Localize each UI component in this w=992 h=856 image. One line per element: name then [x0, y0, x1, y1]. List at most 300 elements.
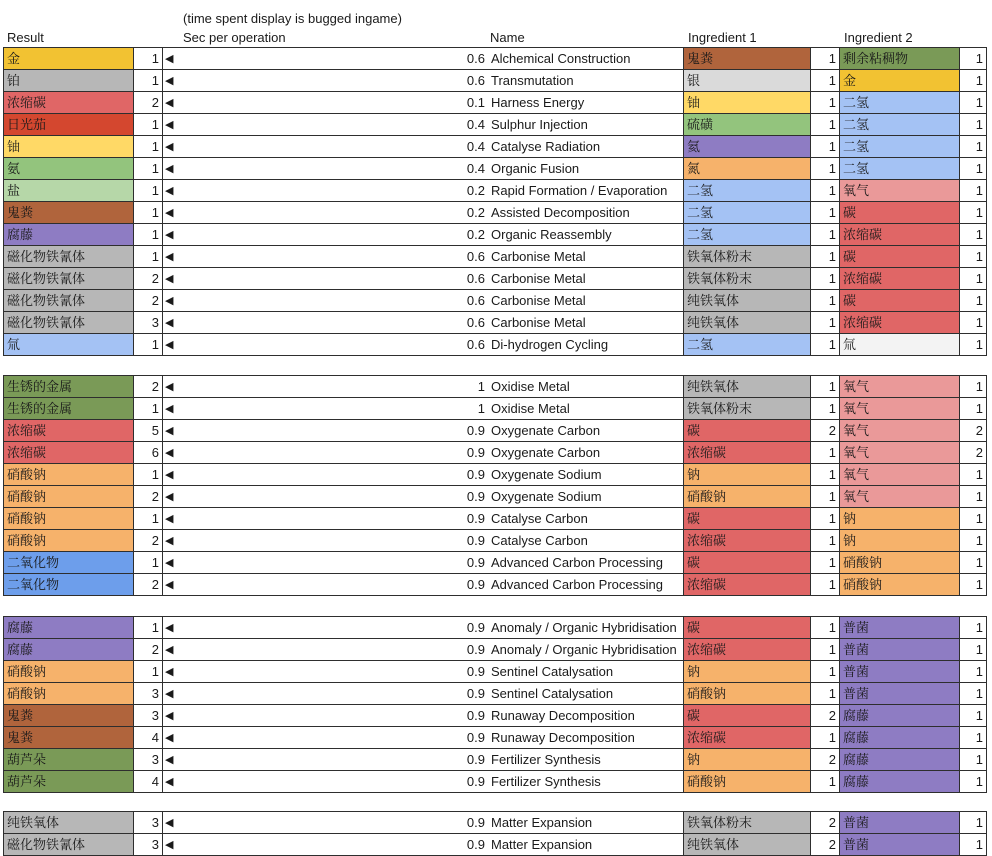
ingredient-1-quantity: 1 [811, 530, 840, 552]
ingredient-1-quantity: 1 [811, 70, 840, 92]
result-cell: 硝酸钠 [3, 508, 134, 530]
ingredient-2-cell: 腐藤 [840, 771, 960, 793]
arrow-icon: ◀ [163, 47, 181, 70]
table-row [3, 442, 987, 464]
seconds-per-operation: 0.9 [181, 811, 488, 834]
result-cell: 腐藤 [3, 224, 134, 246]
seconds-per-operation: 0.2 [181, 180, 488, 202]
result-quantity: 2 [134, 486, 163, 508]
result-cell: 氨 [3, 158, 134, 180]
ingredient-2-quantity: 1 [960, 834, 987, 856]
ingredient-1-quantity: 1 [811, 290, 840, 312]
table-row [3, 683, 987, 705]
ingredient-2-cell: 硝酸钠 [840, 552, 960, 574]
table-row [3, 312, 987, 334]
ingredient-1-cell: 二氢 [684, 180, 811, 202]
table-row [3, 749, 987, 771]
column-header-name: Name [490, 30, 525, 45]
result-quantity: 1 [134, 136, 163, 158]
result-quantity: 4 [134, 771, 163, 793]
ingredient-2-cell: 氧气 [840, 375, 960, 398]
table-row [3, 70, 987, 92]
ingredient-1-cell: 浓缩碳 [684, 442, 811, 464]
result-cell: 葫芦朵 [3, 771, 134, 793]
arrow-icon: ◀ [163, 290, 181, 312]
ingredient-2-quantity: 1 [960, 683, 987, 705]
result-cell: 生锈的金属 [3, 398, 134, 420]
result-quantity: 3 [134, 749, 163, 771]
seconds-per-operation: 0.9 [181, 530, 488, 552]
ingredient-2-cell: 腐藤 [840, 749, 960, 771]
recipe-name: Oxygenate Sodium [488, 486, 684, 508]
result-quantity: 1 [134, 224, 163, 246]
ingredient-2-cell: 碳 [840, 290, 960, 312]
ingredient-2-cell: 氧气 [840, 442, 960, 464]
ingredient-1-quantity: 1 [811, 158, 840, 180]
ingredient-1-quantity: 2 [811, 834, 840, 856]
table-row [3, 727, 987, 749]
result-quantity: 1 [134, 661, 163, 683]
ingredient-1-cell: 钠 [684, 464, 811, 486]
ingredient-1-quantity: 1 [811, 398, 840, 420]
seconds-per-operation: 0.6 [181, 70, 488, 92]
table-row [3, 334, 987, 356]
result-cell: 生锈的金属 [3, 375, 134, 398]
result-cell: 硝酸钠 [3, 683, 134, 705]
seconds-per-operation: 0.9 [181, 508, 488, 530]
arrow-icon: ◀ [163, 70, 181, 92]
result-cell: 硝酸钠 [3, 530, 134, 552]
seconds-per-operation: 0.9 [181, 834, 488, 856]
ingredient-1-cell: 碳 [684, 616, 811, 639]
seconds-per-operation: 0.9 [181, 552, 488, 574]
seconds-per-operation: 0.4 [181, 158, 488, 180]
ingredient-2-quantity: 1 [960, 705, 987, 727]
ingredient-2-cell: 二氢 [840, 136, 960, 158]
result-quantity: 3 [134, 811, 163, 834]
ingredient-2-cell: 氧气 [840, 486, 960, 508]
ingredient-2-quantity: 1 [960, 114, 987, 136]
table-row [3, 771, 987, 793]
recipe-name: Oxygenate Sodium [488, 464, 684, 486]
ingredient-2-cell: 氚 [840, 334, 960, 356]
result-cell: 日光茄 [3, 114, 134, 136]
seconds-per-operation: 0.9 [181, 486, 488, 508]
recipe-name: Carbonise Metal [488, 312, 684, 334]
result-quantity: 3 [134, 834, 163, 856]
seconds-per-operation: 0.9 [181, 464, 488, 486]
ingredient-2-quantity: 1 [960, 375, 987, 398]
recipe-name: Fertilizer Synthesis [488, 749, 684, 771]
ingredient-1-quantity: 2 [811, 420, 840, 442]
ingredient-1-quantity: 2 [811, 749, 840, 771]
ingredient-1-cell: 钠 [684, 661, 811, 683]
ingredient-1-quantity: 1 [811, 486, 840, 508]
table-row [3, 486, 987, 508]
result-quantity: 2 [134, 92, 163, 114]
result-quantity: 1 [134, 114, 163, 136]
seconds-per-operation: 0.1 [181, 92, 488, 114]
recipe-name: Catalyse Radiation [488, 136, 684, 158]
ingredient-1-quantity: 1 [811, 312, 840, 334]
result-cell: 鬼粪 [3, 705, 134, 727]
ingredient-1-cell: 碳 [684, 508, 811, 530]
ingredient-2-quantity: 1 [960, 552, 987, 574]
recipe-name: Carbonise Metal [488, 268, 684, 290]
arrow-icon: ◀ [163, 616, 181, 639]
ingredient-2-quantity: 1 [960, 464, 987, 486]
ingredient-1-quantity: 1 [811, 639, 840, 661]
arrow-icon: ◀ [163, 92, 181, 114]
result-quantity: 3 [134, 312, 163, 334]
result-cell: 硝酸钠 [3, 464, 134, 486]
column-header-sec-per-operation: Sec per operation [183, 30, 286, 45]
result-cell: 二氧化物 [3, 552, 134, 574]
ingredient-2-quantity: 1 [960, 47, 987, 70]
recipe-name: Transmutation [488, 70, 684, 92]
recipe-name: Catalyse Carbon [488, 508, 684, 530]
arrow-icon: ◀ [163, 224, 181, 246]
recipe-name: Matter Expansion [488, 834, 684, 856]
ingredient-1-cell: 硝酸钠 [684, 771, 811, 793]
ingredient-2-quantity: 1 [960, 749, 987, 771]
table-row [3, 639, 987, 661]
arrow-icon: ◀ [163, 398, 181, 420]
arrow-icon: ◀ [163, 312, 181, 334]
table-row [3, 705, 987, 727]
recipe-name: Organic Fusion [488, 158, 684, 180]
seconds-per-operation: 0.9 [181, 616, 488, 639]
result-quantity: 3 [134, 705, 163, 727]
result-quantity: 2 [134, 375, 163, 398]
column-header-result: Result [7, 30, 44, 45]
ingredient-2-quantity: 1 [960, 246, 987, 268]
result-quantity: 2 [134, 530, 163, 552]
result-cell: 腐藤 [3, 616, 134, 639]
result-cell: 浓缩碳 [3, 442, 134, 464]
ingredient-2-cell: 二氢 [840, 92, 960, 114]
arrow-icon: ◀ [163, 442, 181, 464]
ingredient-1-cell: 二氢 [684, 224, 811, 246]
seconds-per-operation: 0.6 [181, 312, 488, 334]
ingredient-2-cell: 普菌 [840, 639, 960, 661]
ingredient-2-quantity: 1 [960, 508, 987, 530]
ingredient-1-cell: 浓缩碳 [684, 530, 811, 552]
recipe-name: Runaway Decomposition [488, 727, 684, 749]
recipe-name: Anomaly / Organic Hybridisation [488, 639, 684, 661]
ingredient-1-quantity: 1 [811, 464, 840, 486]
result-quantity: 2 [134, 574, 163, 596]
ingredient-1-cell: 铀 [684, 92, 811, 114]
seconds-per-operation: 0.9 [181, 749, 488, 771]
arrow-icon: ◀ [163, 246, 181, 268]
table-row [3, 398, 987, 420]
ingredient-2-cell: 钠 [840, 530, 960, 552]
result-quantity: 1 [134, 158, 163, 180]
recipe-name: Sulphur Injection [488, 114, 684, 136]
result-cell: 硝酸钠 [3, 486, 134, 508]
result-cell: 磁化物铁氰体 [3, 834, 134, 856]
ingredient-2-cell: 剩余粘稠物 [840, 47, 960, 70]
ingredient-1-cell: 铁氧体粉末 [684, 398, 811, 420]
table-row [3, 92, 987, 114]
table-row [3, 246, 987, 268]
table-row [3, 420, 987, 442]
ingredient-1-quantity: 1 [811, 508, 840, 530]
ingredient-1-cell: 浓缩碳 [684, 574, 811, 596]
result-cell: 葫芦朵 [3, 749, 134, 771]
ingredient-1-quantity: 1 [811, 47, 840, 70]
ingredient-2-cell: 普菌 [840, 834, 960, 856]
table-row [3, 508, 987, 530]
ingredient-2-cell: 金 [840, 70, 960, 92]
recipe-name: Di-hydrogen Cycling [488, 334, 684, 356]
ingredient-1-cell: 纯铁氧体 [684, 290, 811, 312]
ingredient-2-cell: 碳 [840, 202, 960, 224]
ingredient-2-cell: 浓缩碳 [840, 224, 960, 246]
ingredient-1-quantity: 1 [811, 771, 840, 793]
ingredient-2-cell: 氧气 [840, 180, 960, 202]
ingredient-1-quantity: 1 [811, 92, 840, 114]
arrow-icon: ◀ [163, 683, 181, 705]
ingredient-2-quantity: 1 [960, 616, 987, 639]
result-quantity: 1 [134, 552, 163, 574]
result-quantity: 1 [134, 47, 163, 70]
ingredient-2-cell: 氧气 [840, 420, 960, 442]
result-cell: 氚 [3, 334, 134, 356]
table-row [3, 617, 987, 639]
recipe-name: Anomaly / Organic Hybridisation [488, 616, 684, 639]
ingredient-1-quantity: 1 [811, 334, 840, 356]
ingredient-1-cell: 铁氧体粉末 [684, 246, 811, 268]
seconds-per-operation: 0.9 [181, 683, 488, 705]
table-row [3, 661, 987, 683]
ingredient-2-cell: 浓缩碳 [840, 312, 960, 334]
recipe-name: Carbonise Metal [488, 290, 684, 312]
ingredient-1-quantity: 1 [811, 224, 840, 246]
table-row [3, 574, 987, 596]
ingredient-1-quantity: 1 [811, 268, 840, 290]
result-quantity: 4 [134, 727, 163, 749]
table-row [3, 158, 987, 180]
result-cell: 浓缩碳 [3, 420, 134, 442]
table-row [3, 530, 987, 552]
seconds-per-operation: 0.9 [181, 727, 488, 749]
arrow-icon: ◀ [163, 268, 181, 290]
result-quantity: 1 [134, 202, 163, 224]
column-header-ingredient-2: Ingredient 2 [844, 30, 913, 45]
table-row [3, 290, 987, 312]
seconds-per-operation: 0.6 [181, 290, 488, 312]
ingredient-2-quantity: 2 [960, 420, 987, 442]
result-quantity: 1 [134, 508, 163, 530]
seconds-per-operation: 0.9 [181, 420, 488, 442]
arrow-icon: ◀ [163, 727, 181, 749]
seconds-per-operation: 0.4 [181, 114, 488, 136]
seconds-per-operation: 0.9 [181, 639, 488, 661]
ingredient-2-quantity: 1 [960, 574, 987, 596]
ingredient-1-cell: 碳 [684, 705, 811, 727]
ingredient-1-quantity: 1 [811, 616, 840, 639]
result-cell: 硝酸钠 [3, 661, 134, 683]
arrow-icon: ◀ [163, 464, 181, 486]
result-quantity: 1 [134, 398, 163, 420]
ingredient-2-quantity: 1 [960, 268, 987, 290]
result-quantity: 2 [134, 639, 163, 661]
result-cell: 腐藤 [3, 639, 134, 661]
result-quantity: 3 [134, 683, 163, 705]
recipe-name: Oxygenate Carbon [488, 442, 684, 464]
ingredient-2-cell: 普菌 [840, 616, 960, 639]
ingredient-2-quantity: 1 [960, 639, 987, 661]
table-row [3, 552, 987, 574]
arrow-icon: ◀ [163, 420, 181, 442]
result-quantity: 2 [134, 268, 163, 290]
ingredient-2-cell: 氧气 [840, 398, 960, 420]
seconds-per-operation: 0.9 [181, 574, 488, 596]
result-quantity: 1 [134, 464, 163, 486]
seconds-per-operation: 0.9 [181, 705, 488, 727]
result-cell: 浓缩碳 [3, 92, 134, 114]
seconds-per-operation: 1 [181, 375, 488, 398]
ingredient-1-cell: 纯铁氧体 [684, 834, 811, 856]
ingredient-2-quantity: 1 [960, 530, 987, 552]
ingredient-1-cell: 钠 [684, 749, 811, 771]
ingredient-1-cell: 纯铁氧体 [684, 312, 811, 334]
table-row [3, 376, 987, 398]
seconds-per-operation: 0.2 [181, 224, 488, 246]
arrow-icon: ◀ [163, 811, 181, 834]
ingredient-1-quantity: 1 [811, 180, 840, 202]
ingredient-2-cell: 腐藤 [840, 705, 960, 727]
result-cell: 二氧化物 [3, 574, 134, 596]
arrow-icon: ◀ [163, 202, 181, 224]
ingredient-1-quantity: 1 [811, 375, 840, 398]
result-quantity: 1 [134, 616, 163, 639]
arrow-icon: ◀ [163, 530, 181, 552]
ingredient-2-quantity: 1 [960, 312, 987, 334]
ingredient-1-cell: 铁氧体粉末 [684, 268, 811, 290]
result-cell: 铀 [3, 136, 134, 158]
ingredient-1-quantity: 1 [811, 552, 840, 574]
arrow-icon: ◀ [163, 749, 181, 771]
recipe-name: Sentinel Catalysation [488, 683, 684, 705]
ingredient-2-quantity: 1 [960, 811, 987, 834]
arrow-icon: ◀ [163, 136, 181, 158]
recipe-name: Alchemical Construction [488, 47, 684, 70]
arrow-icon: ◀ [163, 158, 181, 180]
ingredient-1-cell: 硝酸钠 [684, 683, 811, 705]
recipe-name: Oxygenate Carbon [488, 420, 684, 442]
result-quantity: 6 [134, 442, 163, 464]
ingredient-2-quantity: 1 [960, 771, 987, 793]
ingredient-2-quantity: 1 [960, 224, 987, 246]
result-cell: 磁化物铁氰体 [3, 312, 134, 334]
ingredient-2-quantity: 1 [960, 92, 987, 114]
ingredient-2-cell: 硝酸钠 [840, 574, 960, 596]
recipe-name: Harness Energy [488, 92, 684, 114]
ingredient-2-quantity: 1 [960, 290, 987, 312]
seconds-per-operation: 0.6 [181, 334, 488, 356]
ingredient-2-quantity: 1 [960, 334, 987, 356]
recipe-name: Sentinel Catalysation [488, 661, 684, 683]
recipe-name: Carbonise Metal [488, 246, 684, 268]
ingredient-1-quantity: 2 [811, 705, 840, 727]
seconds-per-operation: 0.4 [181, 136, 488, 158]
seconds-per-operation: 0.6 [181, 47, 488, 70]
arrow-icon: ◀ [163, 375, 181, 398]
result-cell: 鬼粪 [3, 202, 134, 224]
ingredient-1-quantity: 1 [811, 114, 840, 136]
ingredient-2-cell: 碳 [840, 246, 960, 268]
table-row [3, 812, 987, 834]
ingredient-1-cell: 鬼粪 [684, 47, 811, 70]
recipe-name: Fertilizer Synthesis [488, 771, 684, 793]
arrow-icon: ◀ [163, 114, 181, 136]
arrow-icon: ◀ [163, 771, 181, 793]
ingredient-2-cell: 氧气 [840, 464, 960, 486]
result-cell: 铂 [3, 70, 134, 92]
table-row [3, 834, 987, 856]
table-row [3, 136, 987, 158]
result-cell: 磁化物铁氰体 [3, 290, 134, 312]
ingredient-2-quantity: 1 [960, 202, 987, 224]
result-quantity: 1 [134, 246, 163, 268]
result-quantity: 1 [134, 334, 163, 356]
ingredient-1-quantity: 1 [811, 442, 840, 464]
arrow-icon: ◀ [163, 574, 181, 596]
table-row [3, 180, 987, 202]
arrow-icon: ◀ [163, 661, 181, 683]
ingredient-2-cell: 普菌 [840, 661, 960, 683]
ingredient-1-quantity: 1 [811, 246, 840, 268]
ingredient-1-cell: 纯铁氧体 [684, 375, 811, 398]
arrow-icon: ◀ [163, 508, 181, 530]
ingredient-2-quantity: 1 [960, 486, 987, 508]
ingredient-2-quantity: 1 [960, 180, 987, 202]
recipe-name: Assisted Decomposition [488, 202, 684, 224]
ingredient-1-cell: 银 [684, 70, 811, 92]
ingredient-1-quantity: 1 [811, 202, 840, 224]
ingredient-2-cell: 二氢 [840, 158, 960, 180]
ingredient-2-cell: 普菌 [840, 683, 960, 705]
table-row [3, 268, 987, 290]
ingredient-1-quantity: 1 [811, 727, 840, 749]
table-row [3, 224, 987, 246]
recipe-name: Matter Expansion [488, 811, 684, 834]
ingredient-1-cell: 硫磺 [684, 114, 811, 136]
ingredient-2-quantity: 2 [960, 442, 987, 464]
ingredient-1-cell: 氮 [684, 158, 811, 180]
arrow-icon: ◀ [163, 334, 181, 356]
result-quantity: 1 [134, 180, 163, 202]
seconds-per-operation: 0.2 [181, 202, 488, 224]
ingredient-1-cell: 碳 [684, 420, 811, 442]
ingredient-1-quantity: 1 [811, 136, 840, 158]
ingredient-2-cell: 普菌 [840, 811, 960, 834]
result-quantity: 5 [134, 420, 163, 442]
ingredient-2-quantity: 1 [960, 661, 987, 683]
arrow-icon: ◀ [163, 486, 181, 508]
seconds-per-operation: 1 [181, 398, 488, 420]
recipe-name: Runaway Decomposition [488, 705, 684, 727]
recipe-name: Advanced Carbon Processing [488, 552, 684, 574]
ingredient-1-quantity: 1 [811, 683, 840, 705]
ingredient-2-quantity: 1 [960, 70, 987, 92]
arrow-icon: ◀ [163, 180, 181, 202]
result-cell: 金 [3, 47, 134, 70]
seconds-per-operation: 0.9 [181, 771, 488, 793]
